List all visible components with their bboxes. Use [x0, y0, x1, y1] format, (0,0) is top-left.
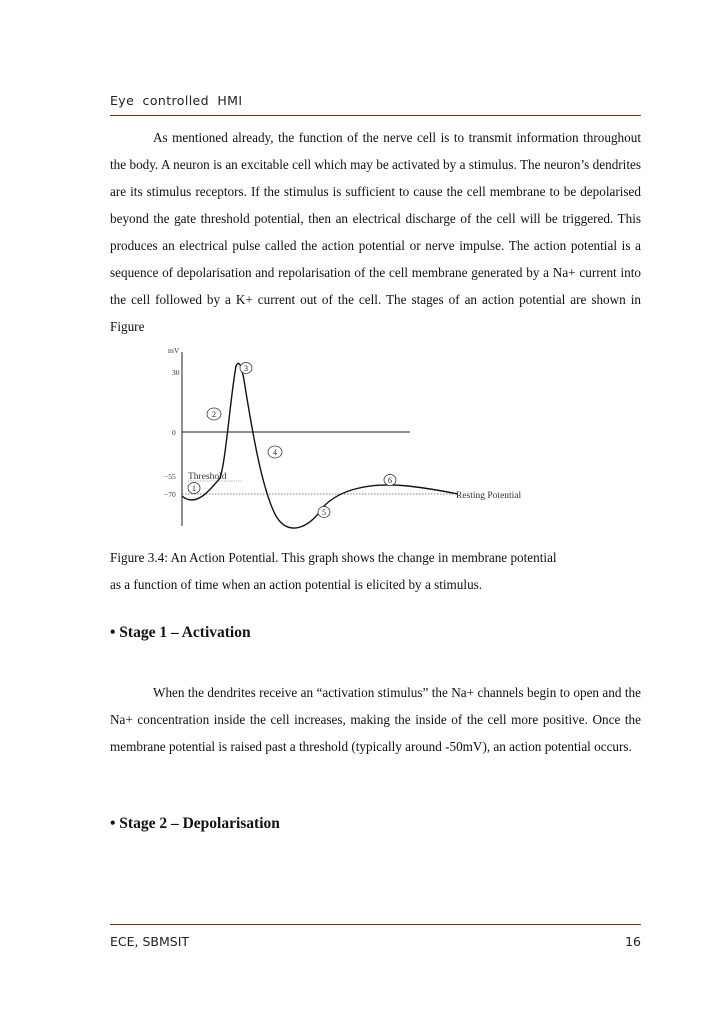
stage-marker-6 — [384, 475, 396, 486]
figure-caption-line-2: as a function of time when an action potential is elicited by a stimulus. — [110, 577, 483, 592]
footer-rule — [110, 924, 641, 925]
stage-1-heading: • Stage 1 – Activation — [110, 624, 251, 641]
action-potential-figure — [148, 340, 568, 540]
body-paragraph-activation: When the dendrites receive an “activation stimulus” the Na+ channels begin to open and the Na+ concentration inside the cell increases, making the inside of the cell more positive. Once the membrane potential is raised past a threshold (typically around -50mV), an action potential occurs. — [110, 685, 641, 754]
tick-label-30: 30 — [172, 368, 180, 377]
svg-text:1: 1 — [192, 484, 196, 493]
page-number: 16 — [625, 934, 641, 949]
footer-institution: ECE, SBMSIT — [110, 934, 190, 949]
svg-text:4: 4 — [273, 448, 277, 457]
header-rule — [110, 115, 641, 116]
action-potential-graph — [148, 340, 568, 540]
stage-marker-3 — [240, 363, 252, 374]
tick-label-minus-55: −55 — [164, 472, 176, 481]
tick-label-minus-70: −70 — [164, 490, 176, 499]
svg-text:6: 6 — [388, 476, 392, 485]
stage-marker-2 — [207, 408, 221, 420]
stage-marker-5 — [318, 507, 330, 518]
y-unit-label: mV — [168, 346, 180, 355]
action-potential-curve — [182, 363, 458, 528]
svg-text:5: 5 — [322, 508, 326, 517]
svg-text:2: 2 — [212, 410, 216, 419]
stage-marker-1 — [188, 483, 200, 494]
stage-2-heading: • Stage 2 – Depolarisation — [110, 815, 280, 832]
svg-text:3: 3 — [244, 364, 248, 373]
threshold-label: Threshold — [188, 472, 227, 482]
running-header: Eye controlled HMI — [110, 93, 243, 108]
figure-caption-line-1: Figure 3.4: An Action Potential. This graph shows the change in membrane potential — [110, 550, 557, 565]
tick-label-0: 0 — [172, 428, 176, 437]
stage-marker-4 — [268, 446, 282, 458]
resting-potential-label: Resting Potential — [456, 491, 522, 501]
body-paragraph-intro: As mentioned already, the function of the nerve cell is to transmit information throughout the body. A neuron is an excitable cell which may be activated by a stimulus. The neuron’s dendrites are its stimulus receptors. If the stimulus is sufficient to cause the cell membrane to be depolarised beyond the gate threshold potential, then an electrical discharge of the cell will be triggered. This produces an electrical pulse called the action potential or nerve impulse. The action potential is a sequence of depolarisation and repolarisation of the cell membrane generated by a Na+ current into the cell followed by a K+ current out of the cell. The stages of an action potential are shown in Figure — [110, 130, 641, 334]
